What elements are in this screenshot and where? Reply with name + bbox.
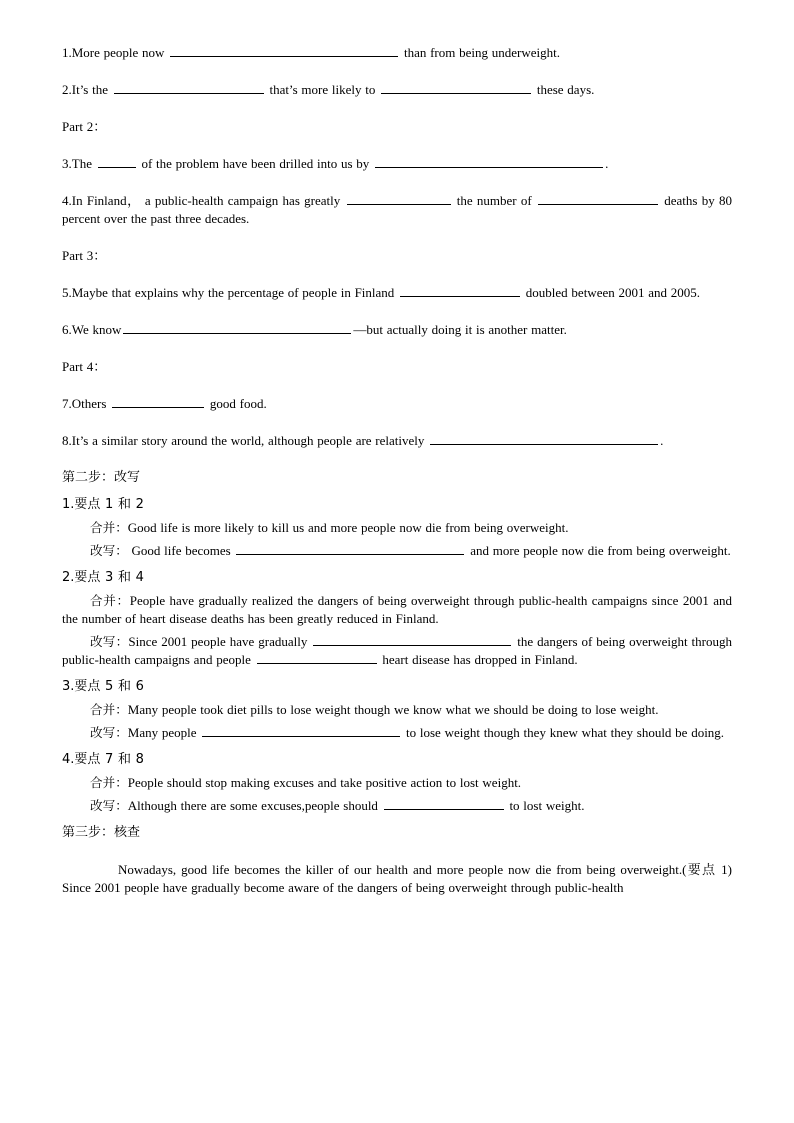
fill-in-blank[interactable] xyxy=(98,155,136,168)
step2-item-title: 2.要点 3 和 4 xyxy=(62,570,144,585)
spacer xyxy=(62,669,732,678)
spacer xyxy=(62,450,732,469)
question-text: 1.More people now xyxy=(62,45,169,60)
part-heading: Part 3： xyxy=(62,248,107,263)
fill-in-blank[interactable] xyxy=(202,724,400,737)
question-text: good food. xyxy=(206,396,267,411)
merge-label: 合并： xyxy=(90,593,130,608)
question-text: 7.Others xyxy=(62,396,111,411)
question-text: 2.It’s the xyxy=(62,82,112,97)
rewrite-text: Many people xyxy=(127,725,201,740)
spacer xyxy=(62,742,732,751)
part-heading: Part 2： xyxy=(62,119,107,134)
merge-line xyxy=(62,701,732,719)
fill-in-blank[interactable] xyxy=(114,81,264,94)
rewrite-text: Good life becomes xyxy=(127,543,235,558)
rewrite-line xyxy=(62,724,732,742)
fill-in-blank[interactable] xyxy=(347,192,451,205)
final-paragraph: Nowadays, good life becomes the killer of our health and more people now die from being overweight.(要点 1) Since 2001 people have gradually become aware of the dangers of being overweight through public-health xyxy=(62,862,732,895)
fill-in-blank[interactable] xyxy=(400,284,520,297)
question-text: of the problem have been drilled into us by xyxy=(137,156,374,171)
step2-item-title: 1.要点 1 和 2 xyxy=(62,497,144,512)
rewrite-label: 改写： xyxy=(90,634,129,649)
part-heading: Part 4： xyxy=(62,359,107,374)
question-text: these days. xyxy=(533,82,595,97)
rewrite-text: Since 2001 people have gradually xyxy=(128,634,312,649)
fill-in-blank[interactable] xyxy=(170,44,398,57)
fill-in-blank[interactable] xyxy=(384,797,504,810)
merge-text: People should stop making excuses and take positive action to lost weight. xyxy=(127,775,522,790)
question-line xyxy=(62,395,732,413)
question-line xyxy=(62,432,732,450)
rewrite-text: the dangers of being overweight through public-health campaigns and people xyxy=(62,634,732,667)
question-line xyxy=(62,321,732,339)
rewrite-label: 改写： xyxy=(90,798,128,813)
step2-item-title: 3.要点 5 和 6 xyxy=(62,679,144,694)
merge-text: People have gradually realized the dangers of being overweight through public-health campaigns since 2001 and the number of heart disease deaths has been greatly reduced in Finland. xyxy=(62,593,732,626)
question-text: that’s more likely to xyxy=(265,82,380,97)
merge-line xyxy=(62,592,732,628)
question-line xyxy=(62,155,732,173)
spacer xyxy=(62,487,732,496)
spacer xyxy=(62,265,732,284)
fill-in-blank[interactable] xyxy=(381,81,531,94)
step3-heading: 第三步：核查 xyxy=(62,825,141,840)
content-root xyxy=(62,44,732,897)
question-line xyxy=(62,192,732,228)
merge-line xyxy=(62,519,732,537)
question-text: 6.We know xyxy=(62,322,122,337)
spacer xyxy=(62,228,732,247)
rewrite-text: heart disease has dropped in Finland. xyxy=(378,652,578,667)
step2-item-title: 4.要点 7 和 8 xyxy=(62,752,144,767)
fill-in-blank[interactable] xyxy=(538,192,658,205)
rewrite-text: to lost weight. xyxy=(505,798,585,813)
fill-in-blank[interactable] xyxy=(313,633,511,646)
merge-text: Good life is more likely to kill us and more people now die from being overweight. xyxy=(127,520,569,535)
question-line xyxy=(62,81,732,99)
question-text: —but actually doing it is another matter. xyxy=(353,322,567,337)
document-body xyxy=(62,44,732,897)
rewrite-label: 改写： xyxy=(90,543,128,558)
merge-label: 合并： xyxy=(90,520,128,535)
fill-in-blank[interactable] xyxy=(236,542,464,555)
fill-in-blank[interactable] xyxy=(112,395,204,408)
question-text: 3.The xyxy=(62,156,96,171)
spacer xyxy=(62,302,732,321)
spacer xyxy=(62,62,732,81)
spacer xyxy=(62,376,732,395)
question-text: deaths by 80 percent over the past three decades. xyxy=(62,193,732,226)
rewrite-text: Although there are some excuses,people should xyxy=(127,798,382,813)
spacer xyxy=(62,339,732,358)
spacer xyxy=(62,815,732,824)
merge-label: 合并： xyxy=(90,702,128,717)
question-text: 5.Maybe that explains why the percentage of people in Finland xyxy=(62,285,399,300)
step2-heading: 第二步：改写 xyxy=(62,470,141,485)
spacer xyxy=(62,99,732,118)
question-text: doubled between 2001 and 2005. xyxy=(522,285,701,300)
spacer xyxy=(62,413,732,432)
fill-in-blank[interactable] xyxy=(430,432,658,445)
merge-text: Many people took diet pills to lose weight though we know what we should be doing to lose weight. xyxy=(127,702,659,717)
rewrite-text: to lose weight though they knew what they should be doing. xyxy=(402,725,725,740)
merge-line xyxy=(62,774,732,792)
rewrite-line xyxy=(62,542,732,560)
rewrite-label: 改写： xyxy=(90,725,128,740)
question-text: the number of xyxy=(452,193,536,208)
question-line xyxy=(62,44,732,62)
spacer xyxy=(62,842,732,861)
rewrite-line xyxy=(62,797,732,815)
spacer xyxy=(62,560,732,569)
question-text: than from being underweight. xyxy=(400,45,560,60)
fill-in-blank[interactable] xyxy=(123,321,351,334)
question-text: . xyxy=(605,156,609,171)
merge-label: 合并： xyxy=(90,775,128,790)
spacer xyxy=(62,136,732,155)
spacer xyxy=(62,173,732,192)
question-text: 4.In Finland， a public-health campaign has greatly xyxy=(62,193,345,208)
rewrite-text: and more people now die from being overweight. xyxy=(466,543,731,558)
question-text: 8.It’s a similar story around the world, although people are relatively xyxy=(62,433,429,448)
fill-in-blank[interactable] xyxy=(375,155,603,168)
question-line xyxy=(62,284,732,302)
fill-in-blank[interactable] xyxy=(257,651,377,664)
question-text: . xyxy=(660,433,664,448)
rewrite-line xyxy=(62,633,732,669)
